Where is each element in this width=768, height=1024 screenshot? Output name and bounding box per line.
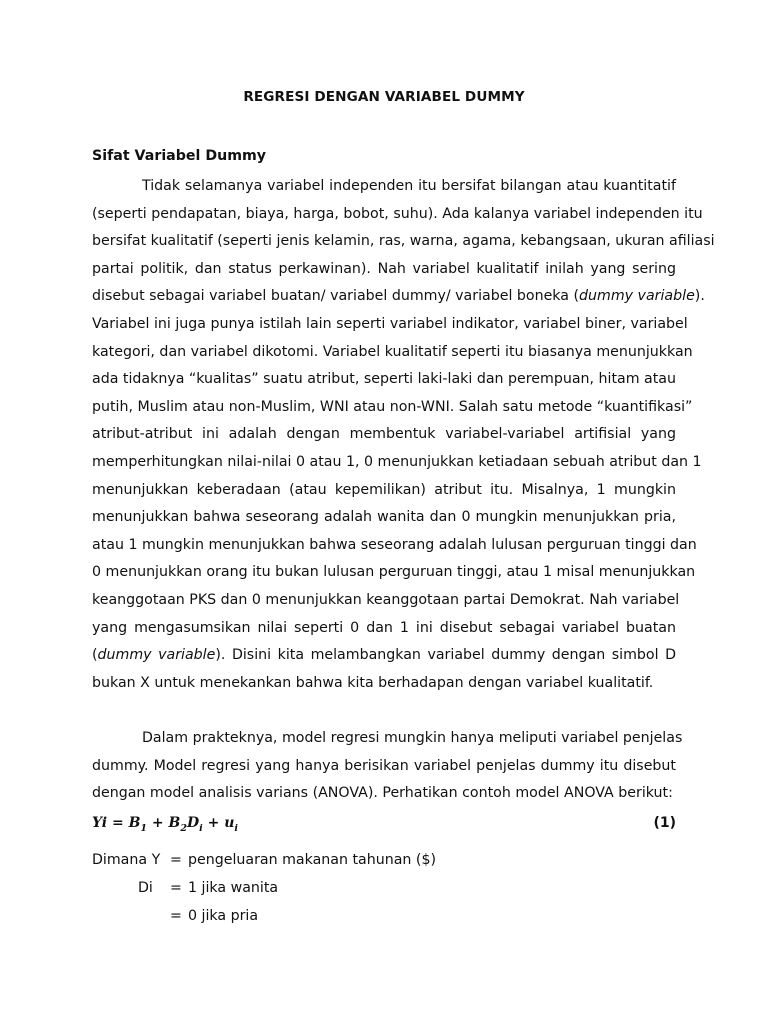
definition-value: 1 jika wanita	[188, 880, 279, 896]
line-text: ).	[694, 288, 705, 305]
paragraph-2	[92, 725, 683, 808]
paragraph-line: Tidak selamanya variabel independen itu bersifat bilangan atau kuantitatif	[142, 178, 676, 194]
equation-b2: B	[168, 815, 181, 831]
equation-b1-subscript: 1	[140, 822, 148, 834]
anova-equation	[92, 815, 676, 841]
paragraph-line: memperhitungkan nilai-nilai 0 atau 1, 0 menunjukkan ketiadaan sebuah atribut dan 1	[92, 453, 702, 470]
equation-equals: =	[111, 815, 124, 831]
paragraph-line: ada tidaknya “kualitas” suatu atribut, seperti laki-laki dan perempuan, hitam atau	[92, 371, 676, 388]
paragraph-line: keanggotaan PKS dan 0 menunjukkan keanggotaan partai Demokrat. Nah variabel	[92, 591, 680, 608]
paragraph-line: dengan model analisis varians (ANOVA). Perhatikan contoh model ANOVA berikut:	[92, 785, 673, 802]
italic-term: dummy variable	[97, 647, 216, 664]
definition-row	[92, 846, 676, 874]
line-text: ). Disini kita melambangkan variabel dummy dengan simbol D	[215, 647, 677, 664]
paragraph-line	[92, 642, 676, 670]
equation-u: u	[224, 815, 235, 831]
equation-plus: +	[151, 815, 164, 831]
equation-u-subscript: i	[234, 822, 239, 834]
definition-equals: =	[170, 852, 182, 868]
paragraph-line: bukan X untuk menekankan bahwa kita berhadapan dengan variabel kualitatif.	[92, 674, 654, 691]
equation-d-subscript: i	[199, 822, 203, 834]
paragraph-line: Dalam prakteknya, model regresi mungkin hanya meliputi variabel penjelas	[142, 730, 683, 746]
paragraph-line: bersifat kualitatif (seperti jenis kelamin, ras, warna, agama, kebangsaan, ukuran afiliasi	[92, 233, 715, 250]
definition-term: Dimana Y	[92, 852, 161, 868]
section-heading: Sifat Variabel Dummy	[92, 148, 267, 164]
document-title: REGRESI DENGAN VARIABEL DUMMY	[243, 89, 525, 105]
equation-plus: +	[207, 815, 220, 831]
definition-row	[92, 874, 676, 902]
equation-d: D	[186, 815, 200, 831]
document-page	[92, 0, 715, 1024]
paragraph-line: menunjukkan bahwa seseorang adalah wanita dan 0 mungkin menunjukkan pria,	[92, 509, 676, 526]
paragraph-line: Variabel ini juga punya istilah lain seperti variabel indikator, variabel biner, variabel	[92, 315, 688, 332]
paragraph-1	[92, 173, 715, 697]
definition-equals: =	[170, 908, 182, 924]
paragraph-line	[92, 283, 705, 311]
paragraph-line: atau 1 mungkin menunjukkan bahwa seseorang adalah lulusan perguruan tinggi dan	[92, 536, 697, 553]
line-text: (	[92, 647, 98, 664]
definition-row	[92, 902, 676, 930]
equation-b2-subscript: 2	[180, 822, 187, 834]
definition-value: pengeluaran makanan tahunan ($)	[188, 852, 437, 868]
paragraph-line: menunjukkan keberadaan (atau kepemilikan) atribut itu. Misalnya, 1 mungkin	[92, 481, 676, 498]
paragraph-line: kategori, dan variabel dikotomi. Variabel kualitatif seperti itu biasanya menunjukkan	[92, 343, 693, 360]
equation-b1: B	[128, 815, 141, 831]
paragraph-line: atribut-atribut ini adalah dengan membentuk variabel-variabel artifisial yang	[92, 426, 676, 443]
variable-definitions	[92, 846, 676, 930]
equation-number: (1)	[653, 815, 676, 831]
paragraph-line: 0 menunjukkan orang itu bukan lulusan perguruan tinggi, atau 1 misal menunjukkan	[92, 564, 696, 581]
definition-value: 0 jika pria	[188, 908, 259, 924]
italic-term: dummy variable	[579, 288, 695, 305]
paragraph-line: (seperti pendapatan, biaya, harga, bobot, suhu). Ada kalanya variabel independen itu	[92, 205, 703, 222]
line-text: disebut sebagai variabel buatan/ variabel dummy/ variabel boneka (	[92, 288, 580, 305]
paragraph-line: dummy. Model regresi yang hanya berisikan variabel penjelas dummy itu disebut	[92, 757, 676, 774]
equation-lhs: Yi	[92, 815, 108, 831]
definition-term: Di	[138, 880, 153, 896]
definition-equals: =	[170, 880, 182, 896]
paragraph-line: putih, Muslim atau non-Muslim, WNI atau non-WNI. Salah satu metode “kuantifikasi”	[92, 398, 693, 415]
paragraph-line: partai politik, dan status perkawinan). Nah variabel kualitatif inilah yang sering	[92, 260, 676, 277]
paragraph-line: yang mengasumsikan nilai seperti 0 dan 1 ini disebut sebagai variabel buatan	[92, 619, 676, 636]
